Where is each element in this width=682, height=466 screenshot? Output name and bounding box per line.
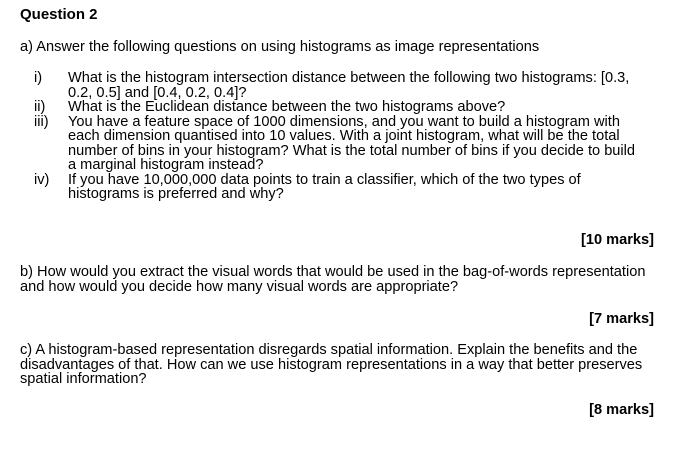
part-b-text: b) How would you extract the visual words that would be used in the bag-of-words representation and how would you decide how many visual words are appropriate?: [20, 264, 646, 295]
part-c-text: c) A histogram-based representation disregards spatial information. Explain the benefits and the disadvantages of that. How can we use histogram representations in a way that better preserves spatial information?: [20, 342, 643, 387]
question-text: You have a feature space of 1000 dimensions, and you want to build a histogram with each dimension quantised into 10 values. With a joint histogram, what will be the total number of bins in your histogram? What is the total number of bins if you decide to build a marginal histogram instead?: [68, 113, 636, 173]
part-b-marks: [7 marks]: [589, 311, 654, 327]
part-a-intro: a) Answer the following questions on using histograms as image representations: [20, 39, 540, 55]
question-number: i): [34, 70, 43, 86]
question-item-i: [34, 71, 644, 100]
question-text: What is the Euclidean distance between the two histograms above?: [68, 99, 506, 115]
question-item-iii: [34, 115, 644, 173]
question-item-iv: [34, 173, 644, 202]
question-text: If you have 10,000,000 data points to train a classifier, which of the two types of histograms is preferred and why?: [68, 171, 581, 202]
part-a-question-list: [34, 71, 644, 202]
question-number: iii): [34, 113, 49, 130]
question-text: What is the histogram intersection distance between the following two histograms: [0.3, 0.2, 0.5] and [0.4, 0.2, 0.4]?: [68, 70, 630, 101]
part-c-marks: [8 marks]: [589, 402, 654, 418]
question-item-ii: [34, 100, 644, 115]
question-number: iv): [34, 171, 50, 188]
question-number: ii): [34, 99, 46, 115]
part-a-marks: [10 marks]: [580, 232, 654, 248]
question-title: Question 2: [20, 6, 98, 23]
